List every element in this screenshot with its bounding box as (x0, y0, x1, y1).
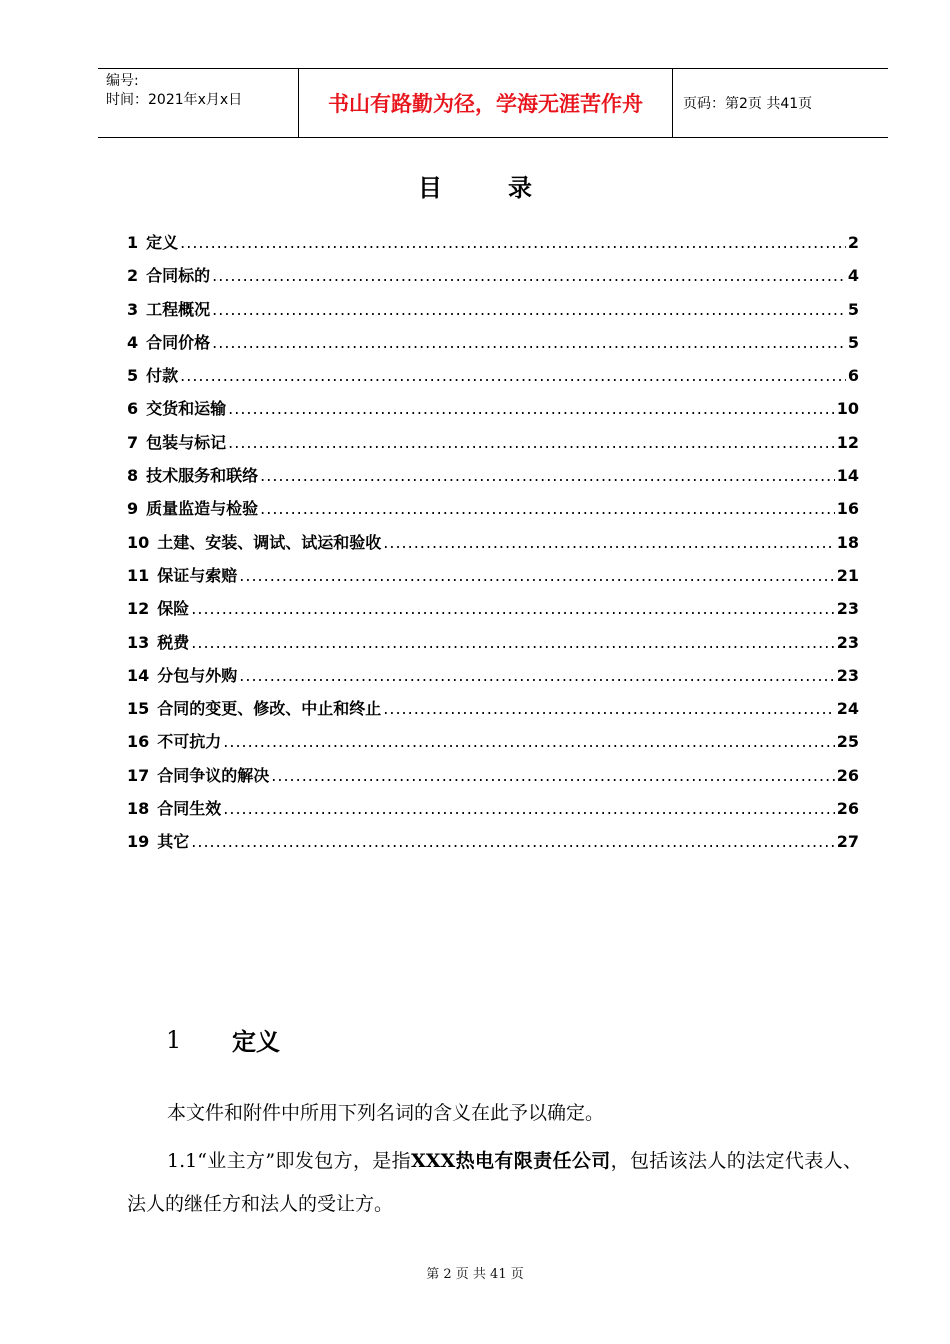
toc-entry[interactable] (127, 496, 859, 529)
toc-entry[interactable] (127, 630, 859, 663)
toc-entry-page: 27 (836, 832, 859, 852)
section-number: 1 (166, 1025, 182, 1054)
paragraph-intro: 本文件和附件中所用下列名词的含义在此予以确定。 (167, 1102, 605, 1124)
toc-entry-label: 合同争议的解决 (157, 765, 270, 785)
para2-post: ，包括该法人的法定代表人、法人的继任方和法人的受让方。 (127, 1150, 862, 1215)
para2-pre: 1.1“业主方”即发包方，是指 (167, 1150, 412, 1172)
toc-entry-label: 技术服务和联络 (146, 466, 259, 486)
toc-entry-label: 合同生效 (157, 799, 222, 819)
toc-entry-label: 合同标的 (146, 266, 211, 286)
toc-entry-label: 交货和运输 (146, 399, 227, 419)
toc-entry-number: 18 (127, 799, 150, 819)
toc-entry-label: 包装与标记 (146, 432, 227, 452)
toc-entry-label: 定义 (146, 233, 179, 252)
toc-entry-page: 2 (847, 233, 859, 252)
page-footer: 第 2 页 共 41 页 (426, 1267, 524, 1282)
toc-leader-dots (223, 799, 834, 818)
toc-entry-page: 10 (836, 399, 859, 419)
toc-leader-dots (260, 466, 835, 485)
toc-title-a: 目 (418, 174, 442, 202)
toc-entry[interactable] (127, 463, 859, 496)
toc-entry[interactable] (127, 596, 859, 629)
toc-entry[interactable] (127, 363, 859, 396)
toc-entry-number: 19 (127, 832, 150, 852)
toc-entry-page: 18 (836, 532, 859, 552)
header-page-info: 页码：第2页 共41页 (683, 96, 813, 112)
toc-entry-number: 6 (127, 399, 139, 419)
toc-entry-label: 保险 (157, 599, 190, 619)
serial-label: 编号: (106, 73, 139, 89)
toc-entry[interactable] (127, 297, 859, 330)
toc-leader-dots (223, 732, 834, 751)
page-header (98, 68, 888, 138)
toc-leader-dots (383, 699, 834, 718)
table-of-contents (127, 230, 859, 863)
toc-entry-number: 12 (127, 599, 150, 619)
toc-entry-label: 合同的变更、修改、中止和终止 (157, 699, 382, 719)
toc-leader-dots (212, 300, 846, 319)
header-meta (98, 69, 299, 137)
toc-leader-dots (180, 233, 846, 252)
toc-title (0, 168, 950, 203)
time-label: 时间：2021年x月x日 (106, 92, 243, 108)
toc-leader-dots (180, 366, 846, 385)
toc-entry-label: 合同价格 (146, 332, 211, 352)
toc-leader-dots (191, 599, 834, 618)
toc-entry-number: 1 (127, 233, 139, 252)
toc-entry-page: 6 (847, 366, 859, 386)
section-title: 定义 (232, 1028, 280, 1056)
toc-entry-number: 14 (127, 665, 150, 685)
toc-entry[interactable] (127, 530, 859, 563)
toc-entry-number: 7 (127, 432, 139, 452)
toc-entry[interactable] (127, 796, 859, 829)
header-motto: 书山有路勤为径，学海无涯苦作舟 (299, 69, 673, 137)
toc-entry-number: 4 (127, 332, 139, 352)
toc-entry-page: 16 (836, 499, 859, 519)
toc-entry-number: 9 (127, 499, 139, 519)
toc-leader-dots (228, 433, 835, 452)
toc-entry[interactable] (127, 263, 859, 296)
toc-entry-number: 3 (127, 299, 139, 319)
toc-entry-page: 26 (836, 765, 859, 785)
toc-entry-label: 质量监造与检验 (146, 499, 259, 519)
toc-entry-label: 分包与外购 (157, 665, 238, 685)
toc-entry-page: 26 (836, 799, 859, 819)
toc-leader-dots (191, 832, 834, 851)
toc-entry-number: 11 (127, 565, 150, 585)
toc-entry-page: 14 (836, 466, 859, 486)
toc-entry-number: 2 (127, 266, 139, 286)
toc-leader-dots (271, 766, 834, 785)
toc-entry-page: 21 (836, 565, 859, 585)
toc-entry-label: 税费 (157, 632, 190, 652)
toc-entry[interactable] (127, 230, 859, 263)
toc-entry-page: 25 (836, 732, 859, 752)
toc-entry-page: 24 (836, 699, 859, 719)
toc-entry-number: 10 (127, 532, 150, 552)
toc-entry[interactable] (127, 330, 859, 363)
toc-entry[interactable] (127, 729, 859, 762)
toc-leader-dots (260, 499, 835, 518)
toc-entry-label: 保证与索赔 (157, 565, 238, 585)
toc-leader-dots (191, 633, 834, 652)
toc-entry-page: 5 (847, 332, 859, 352)
toc-leader-dots (239, 666, 834, 685)
paragraph-definition-1-1 (127, 1140, 862, 1226)
toc-entry-number: 5 (127, 366, 139, 386)
toc-entry-page: 23 (836, 599, 859, 619)
toc-entry-label: 付款 (146, 366, 179, 386)
toc-title-b: 录 (508, 174, 532, 202)
toc-entry-number: 8 (127, 466, 139, 486)
toc-entry[interactable] (127, 396, 859, 429)
toc-entry-label: 工程概况 (146, 299, 211, 319)
toc-leader-dots (228, 399, 835, 418)
section-heading (166, 1022, 280, 1057)
toc-entry[interactable] (127, 696, 859, 729)
toc-entry[interactable] (127, 763, 859, 796)
toc-entry-page: 23 (836, 665, 859, 685)
toc-entry-number: 17 (127, 765, 150, 785)
toc-entry-page: 5 (847, 299, 859, 319)
toc-entry-number: 15 (127, 699, 150, 719)
toc-entry-number: 13 (127, 632, 150, 652)
toc-entry[interactable] (127, 663, 859, 696)
toc-entry-page: 12 (836, 432, 859, 452)
toc-entry-number: 16 (127, 732, 150, 752)
toc-leader-dots (212, 333, 846, 352)
toc-leader-dots (383, 533, 834, 552)
toc-entry-label: 其它 (157, 832, 190, 852)
toc-entry[interactable] (127, 829, 859, 862)
toc-entry-page: 23 (836, 632, 859, 652)
toc-entry-label: 土建、安装、调试、试运和验收 (157, 532, 382, 552)
toc-entry[interactable] (127, 430, 859, 463)
toc-entry-label: 不可抗力 (157, 732, 222, 752)
toc-leader-dots (212, 266, 846, 285)
toc-leader-dots (239, 566, 834, 585)
toc-entry-page: 4 (847, 266, 859, 286)
owner-name: XXX热电有限责任公司 (411, 1150, 611, 1172)
toc-entry[interactable] (127, 563, 859, 596)
